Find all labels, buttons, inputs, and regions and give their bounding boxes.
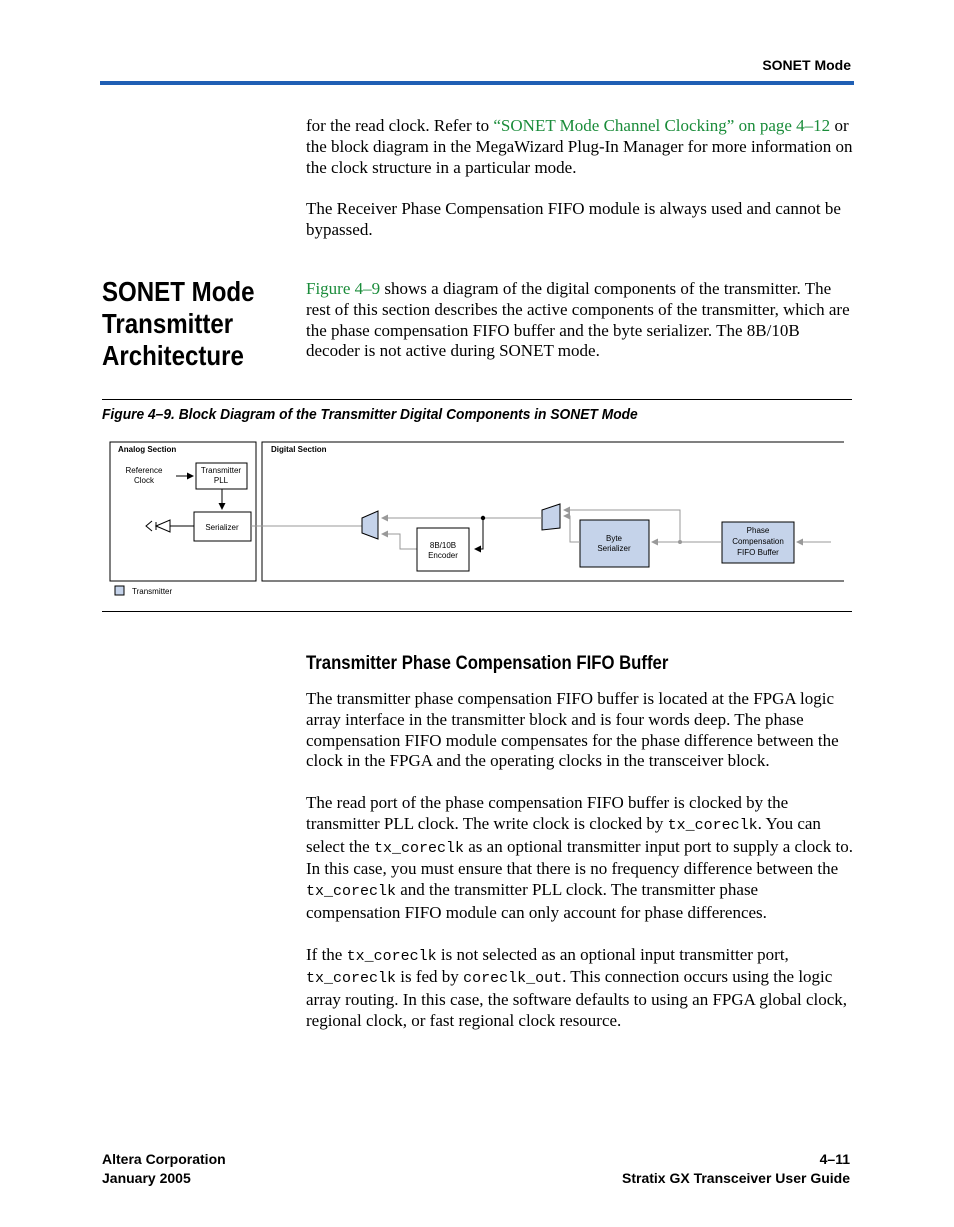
subsection-paragraph-1: The transmitter phase compensation FIFO buffer is located at the FPGA logic array interface in the transmitter block and is four words deep. The phase compensation FIFO module compensates for the phase difference between the clock in the FPGA and the operating clocks in the transceiver block. — [306, 689, 839, 771]
output-mux-1 — [362, 511, 378, 539]
heading-line: Transmitter — [102, 308, 234, 339]
figure-crossref-link[interactable]: Figure 4–9 — [306, 279, 381, 298]
section-text-span: shows a diagram of the digital components of the transmitter. The rest of this section describes the active components of the transmitter, which are the phase compensation FIFO buffer and the byte serializer. The 8B/10B decoder is not active during SONET mode. — [306, 279, 850, 361]
text-span: If the — [306, 944, 347, 964]
subsection-text — [306, 689, 854, 1032]
figure-top-rule — [102, 399, 852, 400]
subsection-paragraph-3 — [306, 945, 854, 1032]
block-diagram — [100, 438, 854, 608]
serializer-label: Serializer — [205, 523, 239, 532]
code-tx-coreclk: tx_coreclk — [306, 883, 397, 901]
text-span: . This connection occurs using the logic array routing. In this case, the software defaults to using an FPGA global clock, regional clock, or fast regional clock resource. — [306, 967, 848, 1030]
heading-line: SONET Mode — [102, 276, 255, 307]
footer-guide-title: Stratix GX Transceiver User Guide — [622, 1170, 850, 1186]
output-pin-icon — [146, 521, 152, 531]
phase-fifo-label: Phase — [746, 526, 770, 535]
reference-clock-label: Clock — [133, 476, 155, 485]
intro-paragraph-1 — [306, 116, 854, 178]
code-tx-coreclk: tx_coreclk — [373, 839, 464, 857]
header-rule — [100, 81, 854, 85]
text-span: The read port of the phase compensation FIFO buffer is clocked by the transmitter PLL clock. The write clock is clocked by — [306, 792, 789, 833]
reference-clock-label: Reference — [125, 466, 163, 475]
phase-fifo-label: Compensation — [732, 537, 784, 546]
encoder-to-mux1-line — [382, 534, 417, 549]
footer-company: Altera Corporation — [102, 1151, 226, 1167]
encoder-label: Encoder — [428, 551, 458, 560]
code-tx-coreclk: tx_coreclk — [667, 816, 758, 834]
footer-left — [102, 1150, 226, 1188]
clocking-crossref-link[interactable]: “SONET Mode Channel Clocking” on page 4–12 — [493, 116, 831, 135]
text-span: is fed by — [396, 967, 464, 987]
subsection-heading: Transmitter Phase Compensation FIFO Buffer — [306, 653, 669, 674]
intro-text-span: for the read clock. Refer to — [306, 116, 494, 135]
code-tx-coreclk: tx_coreclk — [306, 970, 397, 988]
code-coreclk-out: coreclk_out — [463, 970, 563, 988]
figure-caption: Figure 4–9. Block Diagram of the Transmitter Digital Components in SONET Mode — [102, 406, 638, 423]
code-tx-coreclk: tx_coreclk — [346, 947, 437, 965]
legend-swatch — [115, 586, 124, 595]
transmitter-pll-label: PLL — [213, 476, 229, 485]
intro-paragraph-2: The Receiver Phase Compensation FIFO module is always used and cannot be bypassed. — [306, 199, 841, 239]
digital-section-label: Digital Section — [271, 445, 327, 454]
analog-section-label: Analog Section — [118, 445, 177, 454]
byte-serializer-label: Serializer — [597, 544, 631, 553]
byte-serializer-label: Byte — [605, 534, 623, 543]
transmitter-pll-label: Transmitter — [200, 466, 242, 475]
section-heading — [102, 276, 274, 372]
phase-fifo-label: FIFO Buffer — [737, 548, 779, 557]
to-encoder-line — [475, 518, 483, 549]
intro-text — [306, 116, 854, 241]
subsection-paragraph-2 — [306, 793, 854, 924]
section-text — [306, 279, 854, 362]
heading-line: Architecture — [102, 340, 244, 371]
text-span: is not selected as an optional input transmitter port, — [436, 944, 789, 964]
running-head: SONET Mode — [762, 57, 851, 73]
figure-bottom-rule — [102, 611, 852, 612]
footer-page-number: 4–11 — [819, 1151, 850, 1167]
legend-label: Transmitter — [132, 587, 173, 596]
encoder-label: 8B/10B — [429, 541, 457, 550]
footer-date: January 2005 — [102, 1170, 191, 1186]
intro-text-span: or the block diagram in the MegaWizard Plug-In Manager for more information on the clock structure in a particular mode. — [306, 116, 853, 177]
text-span: as an optional transmitter input port to supply a clock to. In this case, you must ensure that there is no frequency difference between the — [306, 836, 854, 879]
output-mux-2 — [542, 504, 560, 530]
byte-serializer-to-mux2-line — [564, 516, 580, 542]
text-span: and the transmitter PLL clock. The transmitter phase compensation FIFO module can only account for phase differences. — [306, 880, 767, 922]
footer-right — [622, 1150, 850, 1188]
output-buffer-icon — [156, 520, 170, 532]
text-span: . You can select the — [306, 813, 821, 856]
section-paragraph-1 — [306, 279, 854, 362]
